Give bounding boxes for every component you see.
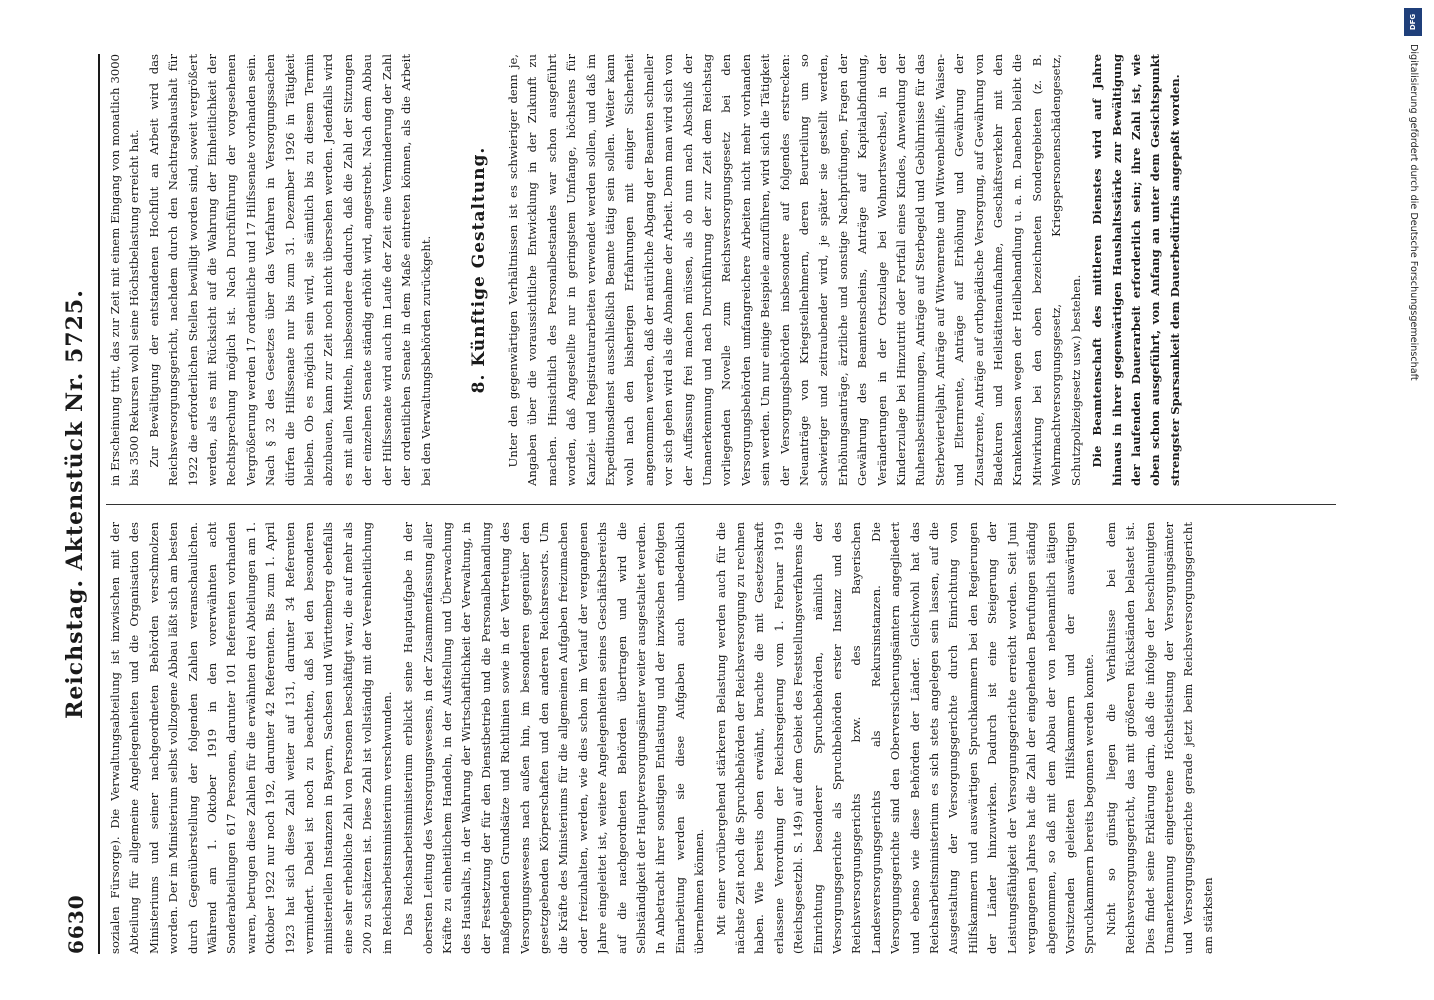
- text-columns: [106, 54, 1336, 954]
- digitization-notice-text: Digitalisierung gefördert durch die Deutsche Forschungsgemeinschaft: [1408, 44, 1419, 381]
- page-header: [58, 54, 98, 954]
- running-head: Reichstag. Aktenstück Nr. 5725.: [62, 289, 88, 719]
- paragraph: in Erscheinung tritt, das zur Zeit mit einem Eingang von monatlich 3000 bis 3500 Rekursen wohl seine Höchstbelastung erreicht hat.: [108, 54, 142, 486]
- paragraph: Unter den gegenwärtigen Verhältnissen ist es schwieriger denn je, Angaben über die voraussichtliche Entwicklung in der Zukunft zu machen. Hinsichtlich des Personalbestandes war schon ausgeführt worden, daß Angestellte nur in geringstem Umfange, höchstens für Kanzlei- und Registraturarbeiten verwendet werden sollen, und daß im Expeditionsdienst ausschließlich Beamte tätig sein sollen. Weiter kann wohl nach den bisherigen Erfahrungen mit einiger Sicherheit angenommen werden, daß der natürliche Abgang der Beamten schneller vor sich gehen wird als die Abnahme der Arbeit. Denn man wird sich von der Auffassung frei machen müssen, als ob nun nach Abschluß der Umanerkennung und nach Durchführung der zur Zeit dem Reichstag vorliegenden Novelle zum Reichsversorgungsgesetz bei den Versorgungsbehörden umfangreichere Arbeiten nicht mehr vorhanden sein werden. Um nur einige Beispiele anzuführen, wird sich die Tätigkeit der Versorgungsbehörden insbesondere auf folgendes erstrecken: Neuanträge von Kriegsteilnehmern, deren Beurteilung um so schwieriger und zeitraubender wird, je später sie gestellt werden, Erhöhungsanträge, ärztliche und sonstige Nachprüfungen, Fragen der Gewährung des Beamtenscheins, Anträge auf Kapitalabfindung, Veränderungen in der Ortszulage bei Wohnortswechsel, in der Kinderzulage bei Hinzutritt oder Fortfall eines Kindes, Anwendung der Ruhensbestimmungen, Anträge auf Sterbegeld und Gebührnisse für das Sterbevierteljahr, Anträge auf Witwenrente und Witwenbeihilfe, Waisen- und Elternrente, Anträge auf Erhöhung und Gewährung der Zusatzrente, Anträge auf orthopädische Versorgung, auf Gewährung von Badekuren und Heilstättenaufnahme, Geschäftsverkehr mit den Krankenkassen wegen der Heilbehandlung u. a. m. Daneben bleibt die Mitwirkung bei den oben bezeichneten Sondergebieten (z. B. Wehrmachtversorgungsgesetz, Kriegspersonenschädengesetz, Schutzpolizeigesetz usw.) bestehen.: [505, 54, 1083, 486]
- paragraph: Das Reichsarbeitsministerium erblickt seine Hauptaufgabe in der obersten Leitung des Versorgungswesens, in der Zusammenfassung aller Kräfte zu einheitlichem Handeln, in der Aufstellung und Überwachung des Haushalts, in der Wahrung der Wirtschaftlichkeit der Verwaltung, in der Festsetzung der für den Dienstbetrieb und die Personalbehandlung maßgebenden Grundsätze und Richtlinien sowie in der Vertretung des Versorgungswesens nach außen hin, im besonderen gegenüber den gesetzgebenden Körperschaften und den anderen Reichsressorts. Um die Kräfte des Ministeriums für die allgemeinen Aufgaben freizumachen oder freizuhalten, werden, wie dies schon im Verlauf der vergangenen Jahre eingeleitet ist, weitere Angelegenheiten seines Geschäftsbereichs auf die nachgeordneten Behörden übertragen und wird die Selbständigkeit der Hauptversorgungsämter weiter ausgestaltet werden. In Anbetracht ihrer sonstigen Entlastung und der inzwischen erfolgten Einarbeitung werden sie diese Aufgaben auch unbedenklich übernehmen können.: [401, 522, 707, 954]
- dfg-logo-text: DFG: [1409, 13, 1417, 31]
- paragraph: Die Beamtenschaft des mittleren Dienstes wird auf Jahre hinaus in ihrer gegenwärtigen Haushaltsstärke zur Bewältigung der laufenden Dauerarbeit erforderlich sein; ihre Zahl ist, wie oben schon ausgeführt, von Anfang an unter dem Gesichtspunkt strengster Sparsamkeit dem Dauerbedürfnis angepaßt worden.: [1090, 54, 1182, 486]
- digitization-notice: [1392, 8, 1432, 998]
- column-divider: [106, 504, 1336, 505]
- rotated-page-content: [58, 54, 1348, 954]
- dfg-logo-icon: [1404, 8, 1422, 36]
- section-heading: 8. Künftige Gestaltung.: [468, 146, 489, 394]
- right-column: [106, 54, 1336, 486]
- paragraph: Mit einer vorübergehend stärkeren Belastung werden auch für die nächste Zeit noch die Spruchbehörden der Reichsversorgung zu rechnen haben. Wie bereits oben erwähnt, brachte die mit Gesetzeskraft erlassene Verordnung der Reichsregierung vom 1. Februar 1919 (Reichsgesetzbl. S. 149) auf dem Gebiet des Feststellungsverfahrens die Einrichtung besonderer Spruchbehörden, nämlich der Versorgungsgerichte als Spruchbehörden erster Instanz und des Reichsversorgungsgerichts bzw. des Bayerischen Landesversorgungsgerichts als Rekursinstanzen. Die Versorgungsgerichte sind den Oberversicherungsämtern angegliedert und ebenso wie diese Behörden der Länder. Gleichwohl hat das Reichsarbeitsministerium es sich stets angelegen sein lassen, auf die Ausgestaltung der Versorgungsgerichte durch Einrichtung von Hilfskammern und auswärtigen Spruchkammern bei den Regierungen der Länder hinzuwirken. Dadurch ist eine Steigerung der Leistungsfähigkeit der Versorgungsgerichte erreicht worden. Seit Juni vergangenen Jahres hat die Zahl der eingehenden Berufungen ständig abgenommen, so daß mit dem Abbau der von nebenamtlich tätigen Vorsitzenden geleiteten Hilfskammern und der auswärtigen Spruchkammern bereits begonnen werden konnte.: [713, 522, 1097, 954]
- page-number: 6630: [64, 894, 88, 954]
- paragraph: Zur Bewältigung der entstandenen Hochflut an Arbeit wird das Reichsversorgungsgericht, nachdem durch den Nachtragshaushalt für 1922 die erforderlichen Stellen bewilligt worden sind, soweit vergrößert werden, als es mit Rücksicht auf die Wahrung der Einheitlichkeit der Rechtsprechung möglich ist. Nach Durchführung der vorgesehenen Vergrößerung werden 17 ordentliche und 17 Hilfssenate vorhanden sein. Nach § 32 des Gesetzes über das Verfahren in Versorgungssachen dürfen die Hilfssenate nur bis zum 31. Dezember 1926 in Tätigkeit bleiben. Ob es möglich sein wird, sie sämtlich bis zu diesem Termin abzubauen, kann zur Zeit noch nicht übersehen werden. Jedenfalls wird es mit allen Mitteln, insbesondere dadurch, daß die Zahl der Sitzungen der einzelnen Senate ständig erhöht wird, angestrebt. Nach dem Abbau der Hilfssenate wird auch im Laufe der Zeit eine Verminderung der Zahl der ordentlichen Senate in dem Maße eintreten können, als die Arbeit bei den Verwaltungsbehörden zurückgeht.: [146, 54, 433, 486]
- paragraph: Nicht so günstig liegen die Verhältnisse bei dem Reichsversorgungsgericht, das mit größeren Rückständen belastet ist. Dies findet seine Erklärung darin, daß die infolge der beschleunigten Umanerkennung eingetretene Höchstleistung der Versorgungsämter und Versorgungsgerichte gerade jetzt beim Reichsversorgungsgericht am stärksten: [1103, 522, 1215, 954]
- left-column: [106, 522, 1336, 954]
- paragraph: sozialen Fürsorge). Die Verwaltungsabteilung ist inzwischen mit der Abteilung für allgemeine Angelegenheiten und die Organisation des Ministeriums und seiner nachgeordneten Behörden verschmolzen worden. Der im Ministerium selbst vollzogene Abbau läßt sich am besten durch Gegenüberstellung der folgenden Zahlen veranschaulichen. Während am 1. Oktober 1919 in den vorerwähnten acht Sonderabteilungen 617 Personen, darunter 101 Referenten vorhanden waren, betrugen diese Zahlen für die erwähnten drei Abteilungen am 1. Oktober 1922 nur noch 192, darunter 42 Referenten. Bis zum 1. April 1923 hat sich diese Zahl weiter auf 131, darunter 34 Referenten vermindert. Dabei ist noch zu beachten, daß bei den besonderen ministeriellen Instanzen in Bayern, Sachsen und Württemberg ebenfalls eine sehr erhebliche Zahl von Personen beschäftigt war, die auf mehr als 200 zu schätzen ist. Diese Zahl ist vollständig mit der Vereinheitlichung im Reichsarbeitsministerium verschwunden.: [108, 522, 394, 954]
- header-rule: [98, 54, 100, 954]
